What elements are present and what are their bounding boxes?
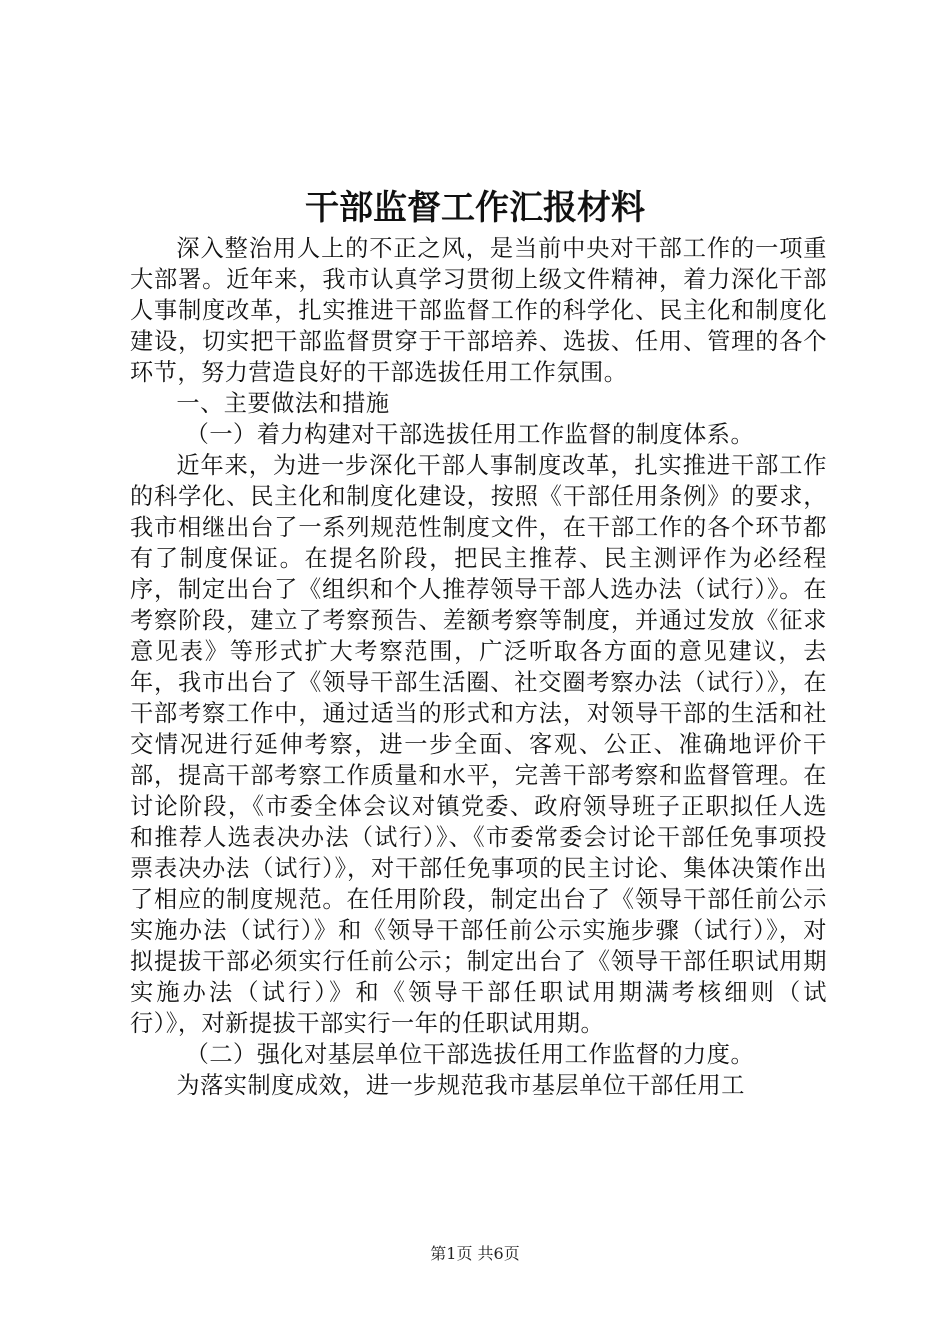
body-paragraph: 为落实制度成效，进一步规范我市基层单位干部任用工: [176, 1072, 745, 1099]
subsection-heading: （二）强化对基层单位干部选拔任用工作监督的力度。: [185, 1041, 755, 1068]
document-title: 干部监督工作汇报材料: [305, 188, 645, 228]
document-body: [130, 233, 827, 1101]
subsection-heading: （一）着力构建对干部选拔任用工作监督的制度体系。: [185, 421, 755, 448]
page-footer: 第1页 共6页: [430, 1244, 520, 1263]
section-heading: 一、主要做法和措施: [176, 390, 390, 417]
intro-paragraph: 深入整治用人上的不正之风，是当前中央对干部工作的一项重大部署。近年来，我市认真学习贯彻上级文件精神，着力深化干部人事制度改革，扎实推进干部监督工作的科学化、民主化和制度化建设，切实把干部监督贯穿于干部培养、选拔、任用、管理的各个环节，努力营造良好的干部选拔任用工作氛围。: [130, 235, 827, 386]
body-paragraph: 近年来，为进一步深化干部人事制度改革，扎实推进干部工作的科学化、民主化和制度化建设，按照《干部任用条例》的要求，我市相继出台了一系列规范性制度文件，在干部工作的各个环节都有了制度保证。在提名阶段，把民主推荐、民主测评作为必经程序，制定出台了《组织和个人推荐领导干部人选办法（试行）》。在考察阶段，建立了考察预告、差额考察等制度，并通过发放《征求意见表》等形式扩大考察范围，广泛听取各方面的意见建议，去年，我市出台了《领导干部生活圈、社交圈考察办法（试行）》，在干部考察工作中，通过适当的形式和方法，对领导干部的生活和社交情况进行延伸考察，进一步全面、客观、公正、准确地评价干部，提高干部考察工作质量和水平，完善干部考察和监督管理。在讨论阶段，《市委全体会议对镇党委、政府领导班子正职拟任人选和推荐人选表决办法（试行）》、《市委常委会讨论干部任免事项投票表决办法（试行）》，对干部任免事项的民主讨论、集体决策作出了相应的制度规范。在任用阶段，制定出台了《领导干部任前公示实施办法（试行）》和《领导干部任前公示实施步骤（试行）》，对拟提拔干部必须实行任前公示；制定出台了《领导干部任职试用期实施办法（试行）》和《领导干部任职试用期满考核细则（试行）》，对新提拔干部实行一年的任职试用期。: [130, 452, 827, 1037]
